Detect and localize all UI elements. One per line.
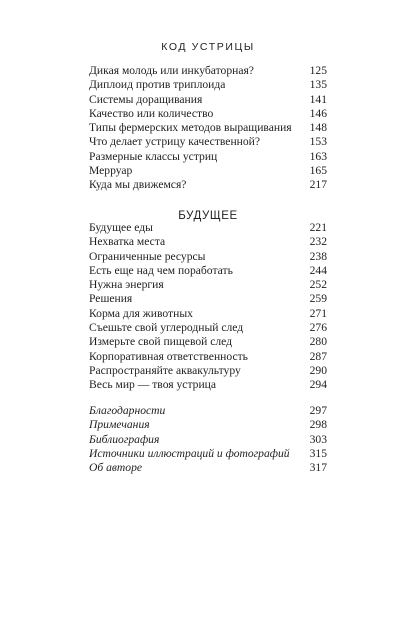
toc-section-future — [89, 221, 327, 393]
toc-entry-title: Мерруар — [89, 164, 133, 178]
toc-entry — [89, 378, 327, 392]
toc-entry-title: Примечания — [89, 418, 150, 432]
toc-entry — [89, 150, 327, 164]
toc-entry-page-number: 315 — [309, 446, 327, 460]
toc-entry-title: Будущее еды — [89, 221, 153, 234]
toc-entry-page-number: 271 — [309, 306, 327, 320]
toc-entry — [89, 461, 327, 475]
toc-entry — [89, 64, 327, 78]
toc-entry — [89, 433, 327, 447]
toc-back-matter — [89, 404, 327, 475]
toc-entry-title: Нужна энергия — [89, 278, 164, 292]
toc-entry-title: Нехватка места — [89, 235, 166, 249]
toc-entry — [89, 364, 327, 378]
toc-entry-title: Об авторе — [89, 461, 143, 475]
toc-entry-page-number: 317 — [309, 461, 327, 475]
toc-entry — [89, 164, 327, 178]
toc-entry-title: Весь мир — твоя устрица — [89, 378, 216, 392]
toc-entry — [89, 107, 327, 121]
toc-entry — [89, 307, 327, 321]
toc-entry-title: Корма для животных — [89, 306, 193, 320]
toc-entry-page-number: 294 — [309, 378, 327, 392]
toc-entry-title: Съешьте свой углеродный след — [89, 321, 244, 335]
toc-entry — [89, 335, 327, 349]
toc-entry-page-number: 280 — [309, 335, 327, 349]
toc-entry-page-number: 153 — [309, 135, 327, 149]
toc-entry — [89, 404, 327, 418]
toc-entry-page-number: 290 — [309, 363, 327, 377]
toc-entry-title: Дикая молодь или инкубаторная? — [89, 64, 254, 77]
toc-entry-page-number: 252 — [309, 278, 327, 292]
toc-entry-page-number: 244 — [309, 263, 327, 277]
toc-entry — [89, 350, 327, 364]
toc-entry-title: Качество или количество — [89, 106, 214, 120]
toc-entry-title: Есть еще над чем поработать — [89, 263, 233, 277]
toc-entry — [89, 235, 327, 249]
toc-entry — [89, 135, 327, 149]
toc-entry-title: Решения — [89, 292, 133, 306]
toc-entry-page-number: 135 — [309, 78, 327, 92]
toc-entry — [89, 78, 327, 92]
toc-entry-title: Библиография — [89, 432, 160, 446]
toc-entry-page-number: 287 — [309, 349, 327, 363]
toc-entry — [89, 447, 327, 461]
toc-entry — [89, 221, 327, 235]
toc-entry-page-number: 125 — [309, 64, 327, 77]
toc-entry-page-number: 298 — [309, 418, 327, 432]
section-heading-future: БУДУЩЕЕ — [178, 210, 238, 222]
toc-entry-title: Источники иллюстраций и фотографий — [89, 446, 290, 460]
toc-entry — [89, 278, 327, 292]
running-header: КОД УСТРИЦЫ — [161, 41, 255, 53]
toc-entry-page-number: 221 — [309, 221, 327, 234]
toc-entry-page-number: 146 — [309, 106, 327, 120]
toc-entry-page-number: 297 — [309, 404, 327, 417]
toc-entry-page-number: 141 — [309, 92, 327, 106]
toc-entry-title: Распространяйте аквакультуру — [89, 363, 241, 377]
toc-entry-title: Размерные классы устриц — [89, 149, 218, 163]
toc-entry-title: Куда мы движемся? — [89, 178, 187, 192]
toc-entry-page-number: 163 — [309, 149, 327, 163]
toc-entry — [89, 250, 327, 264]
toc-entry — [89, 264, 327, 278]
toc-entry — [89, 121, 327, 135]
toc-entry — [89, 178, 327, 192]
toc-entry-title: Измерьте свой пищевой след — [89, 335, 233, 349]
toc-entry-page-number: 148 — [309, 121, 327, 135]
toc-entry-page-number: 303 — [309, 432, 327, 446]
toc-entry-title: Корпоративная ответственность — [89, 349, 248, 363]
toc-entry — [89, 321, 327, 335]
toc-section-previous — [89, 64, 327, 193]
toc-entry — [89, 93, 327, 107]
toc-entry-title: Типы фермерских методов выращивания — [89, 121, 292, 135]
toc-entry — [89, 418, 327, 432]
toc-entry-title: Благодарности — [89, 404, 166, 417]
toc-entry-page-number: 232 — [309, 235, 327, 249]
toc-entry-title: Диплоид против триплоида — [89, 78, 226, 92]
toc-entry — [89, 292, 327, 306]
toc-entry-title: Ограниченные ресурсы — [89, 249, 206, 263]
toc-entry-title: Что делает устрицу качественной? — [89, 135, 261, 149]
toc-entry-page-number: 165 — [309, 164, 327, 178]
toc-entry-page-number: 238 — [309, 249, 327, 263]
toc-entry-title: Системы доращивания — [89, 92, 203, 106]
toc-entry-page-number: 276 — [309, 321, 327, 335]
toc-entry-page-number: 259 — [309, 292, 327, 306]
toc-entry-page-number: 217 — [309, 178, 327, 192]
